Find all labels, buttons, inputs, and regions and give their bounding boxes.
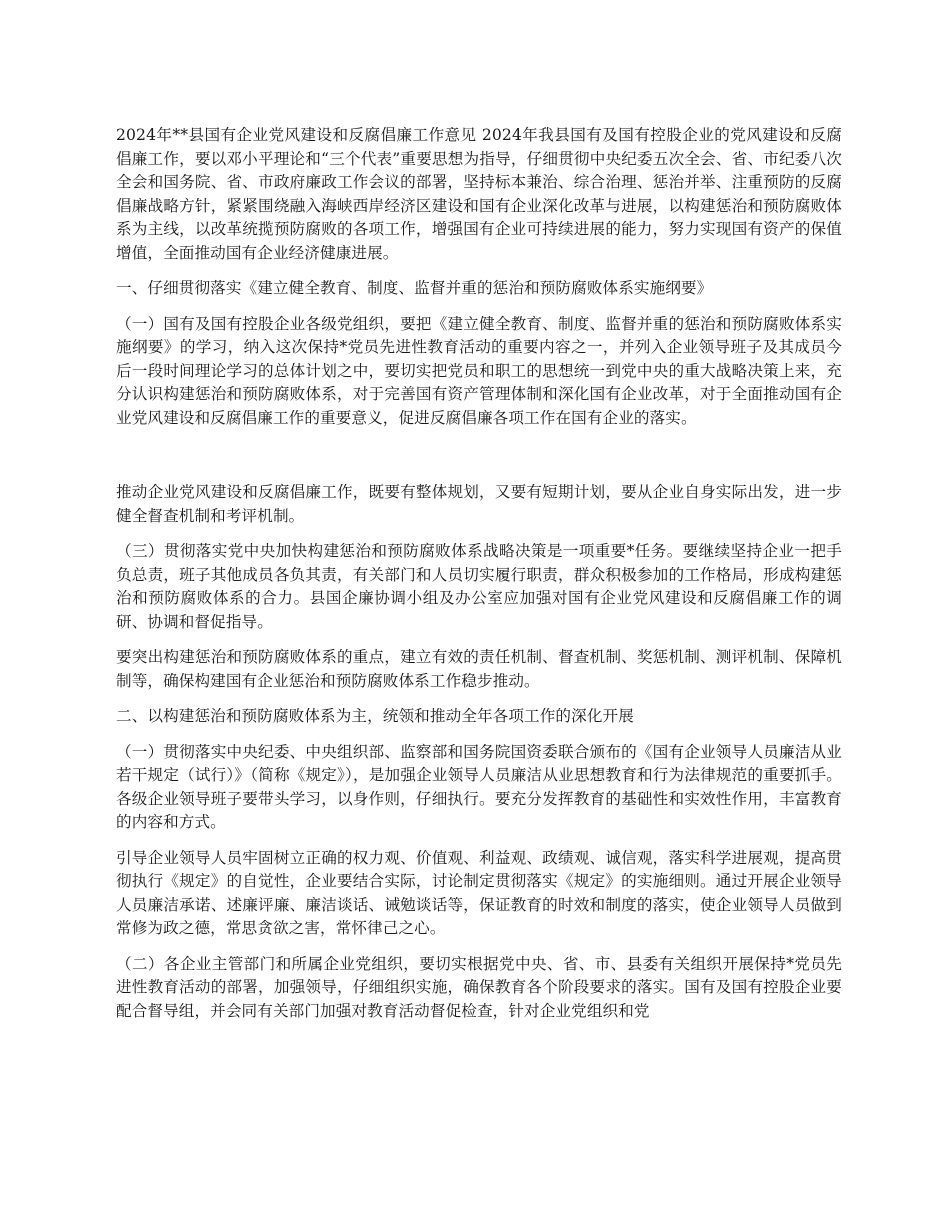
paragraph-gap: [116, 442, 842, 481]
paragraph-1-1: （一）国有及国有控股企业各级党组织，要把《建立健全教育、制度、监督并重的惩治和预防腐败体系实施纲要》的学习，纳入这次保持*党员先进性教育活动的重要内容之一，并列入企业领导班子及其成员今后一段时间理论学习的总体计划之中，要切实把党员和职工的思想统一到党中央的重大战略决策上来，充分认识构建惩治和预防腐败体系，对于完善国有资产管理体制和深化国有企业改革，对于全面推动国有企业党风建设和反腐倡廉工作的重要意义，促进反腐倡廉各项工作在国有企业的落实。: [116, 314, 842, 427]
section-heading-2: 二、以构建惩治和预防腐败体系为主，统领和推动全年各项工作的深化开展: [116, 707, 634, 725]
paragraph-1-3: （三）贯彻落实党中央加快构建惩治和预防腐败体系战略决策是一项重要*任务。要继续坚持企业一把手负总责，班子其他成员各负其责，有关部门和人员切实履行职责，群众积极参加的工作格局，形成构建惩治和预防腐败体系的合力。县国企廉协调小组及办公室应加强对国有企业党风建设和反腐倡廉工作的调研、协调和督促指导。: [116, 542, 842, 631]
paragraph-2-3: （二）各企业主管部门和所属企业党组织，要切实根据党中央、省、市、县委有关组织开展保持*党员先进性教育活动的部署，加强领导，仔细组织实施，确保教育各个阶段要求的落实。国有及国有控股企业要配合督导组，并会同有关部门加强对教育活动督促检查，针对企业党组织和党: [116, 954, 842, 1020]
paragraph-2-1: （一）贯彻落实中央纪委、中央组织部、监察部和国务院国资委联合颁布的《国有企业领导人员廉洁从业若干规定（试行）》（简称《规定》），是加强企业领导人员廉洁从业思想教育和行为法律规范的重要抓手。各级企业领导班子要带头学习，以身作则，仔细执行。要充分发挥教育的基础性和实效性作用，丰富教育的内容和方式。: [116, 742, 842, 831]
paragraph-2-2: 引导企业领导人员牢固树立正确的权力观、价值观、利益观、政绩观、诚信观，落实科学进展观，提高贯彻执行《规定》的自觉性，企业要结合实际，讨论制定贯彻落实《规定》的实施细则。通过开展企业领导人员廉洁承诺、述廉评廉、廉洁谈话、诫勉谈话等，保证教育的时效和制度的落实，使企业领导人员做到常修为政之德，常思贪欲之害，常怀律己之心。: [116, 848, 842, 937]
document-body: [116, 124, 842, 1035]
intro-paragraph: 2024年**县国有企业党风建设和反腐倡廉工作意见 2024年我县国有及国有控股企业的党风建设和反腐倡廉工作，要以邓小平理论和“三个代表”重要思想为指导，仔细贯彻中央纪委五次全会、省、市纪委八次全会和国务院、省、市政府廉政工作会议的部署，坚持标本兼治、综合治理、惩治并举、注重预防的反腐倡廉战略方针，紧紧围绕融入海峡西岸经济区建设和国有企业深化改革与进展，以构建惩治和预防腐败体系为主线，以改革统揽预防腐败的各项工作，增强国有企业可持续进展的能力，努力实现国有资产的保值增值，全面推动国有企业经济健康进展。: [116, 126, 842, 262]
paragraph-1-4: 要突出构建惩治和预防腐败体系的重点，建立有效的责任机制、督查机制、奖惩机制、测评机制、保障机制等，确保构建国有企业惩治和预防腐败体系工作稳步推动。: [116, 648, 842, 690]
section-heading-1: 一、仔细贯彻落实《建立健全教育、制度、监督并重的惩治和预防腐败体系实施纲要》: [116, 279, 713, 297]
paragraph-1-2: 推动企业党风建设和反腐倡廉工作，既要有整体规划，又要有短期计划，要从企业自身实际出发，进一步健全督查机制和考评机制。: [116, 483, 842, 525]
